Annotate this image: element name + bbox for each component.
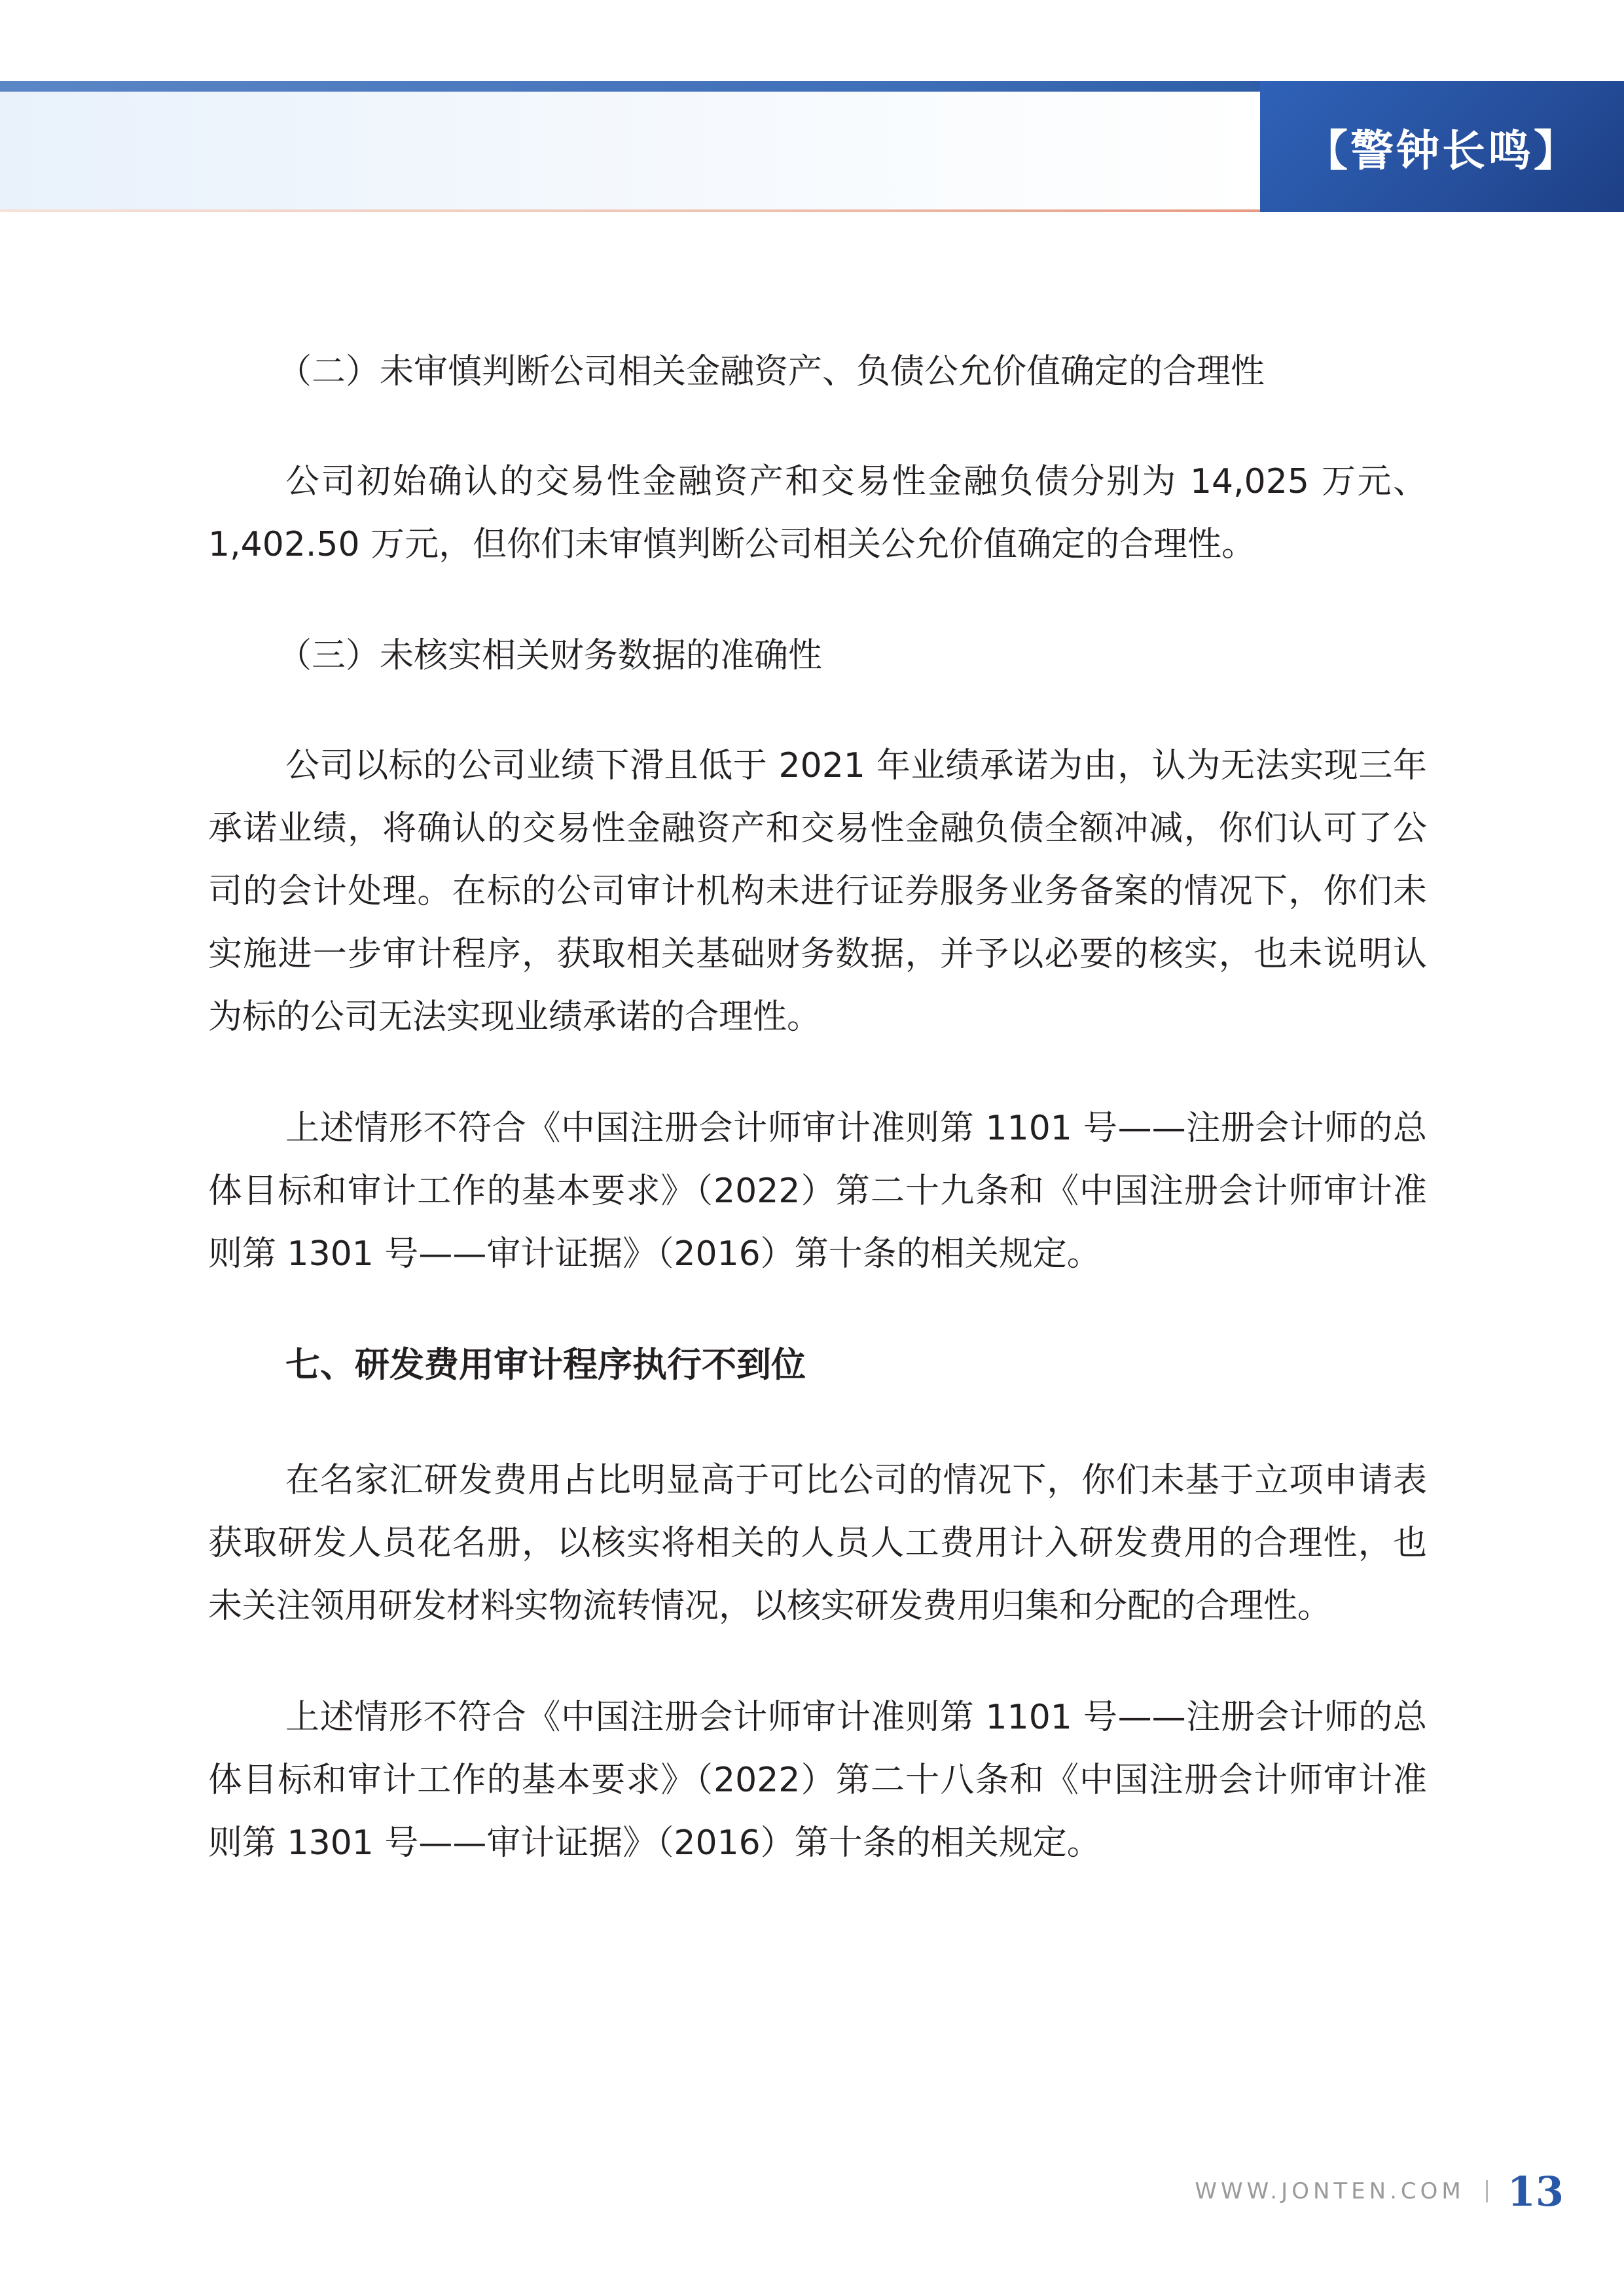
header-tag-box <box>1260 81 1624 212</box>
page-footer <box>1195 2165 1564 2217</box>
section-title-7: 七、研发费用审计程序执行不到位 <box>285 1345 806 1385</box>
subheading-3: （三）未核实相关财务数据的准确性 <box>278 636 823 675</box>
header-banner <box>0 81 1260 212</box>
paragraph-regulation-2: 上述情形不符合《中国注册会计师审计准则第 1101 号——注册会计师的总体目标和审计工作的基本要求》（2022）第二十八条和《中国注册会计师审计准则第 1301 号——审计证据》（2016）第十条的相关规定。 <box>208 1698 1427 1863</box>
paragraph-regulation-1: 上述情形不符合《中国注册会计师审计准则第 1101 号——注册会计师的总体目标和审计工作的基本要求》（2022）第二十九条和《中国注册会计师审计准则第 1301 号——审计证据》（2016）第十条的相关规定。 <box>208 1109 1427 1274</box>
footer-website: WWW.JONTEN.COM <box>1195 2178 1465 2204</box>
header-top-rule <box>0 81 1260 92</box>
paragraph-fair-value: 公司初始确认的交易性金融资产和交易性金融负债分别为 14,025 万元、1,402.50 万元，但你们未审慎判断公司相关公允价值确定的合理性。 <box>208 462 1427 564</box>
paragraph-rd-expenses: 在名家汇研发费用占比明显高于可比公司的情况下，你们未基于立项申请表获取研发人员花名册，以核实将相关的人员人工费用计入研发费用的合理性，也未关注领用研发材料实物流转情况，以核实研发费用归集和分配的合理性。 <box>208 1461 1427 1626</box>
article-body <box>208 340 1427 1923</box>
subheading-2: （二）未审慎判断公司相关金融资产、负债公允价值确定的合理性 <box>278 352 1265 391</box>
page-number: 13 <box>1507 2167 1564 2215</box>
paragraph-financial-data: 公司以标的公司业绩下滑且低于 2021 年业绩承诺为由，认为无法实现三年承诺业绩，将确认的交易性金融资产和交易性金融负债全额冲减，你们认可了公司的会计处理。在标的公司审计机构未进行证券服务业务备案的情况下，你们未实施进一步审计程序，获取相关基础财务数据，并予以必要的核实，也未说明认为标的公司无法实现业绩承诺的合理性。 <box>208 746 1427 1037</box>
footer-divider <box>1486 2180 1488 2202</box>
header-bottom-rule <box>0 209 1260 212</box>
header-tag-text: 【警钟长鸣】 <box>1305 124 1579 176</box>
